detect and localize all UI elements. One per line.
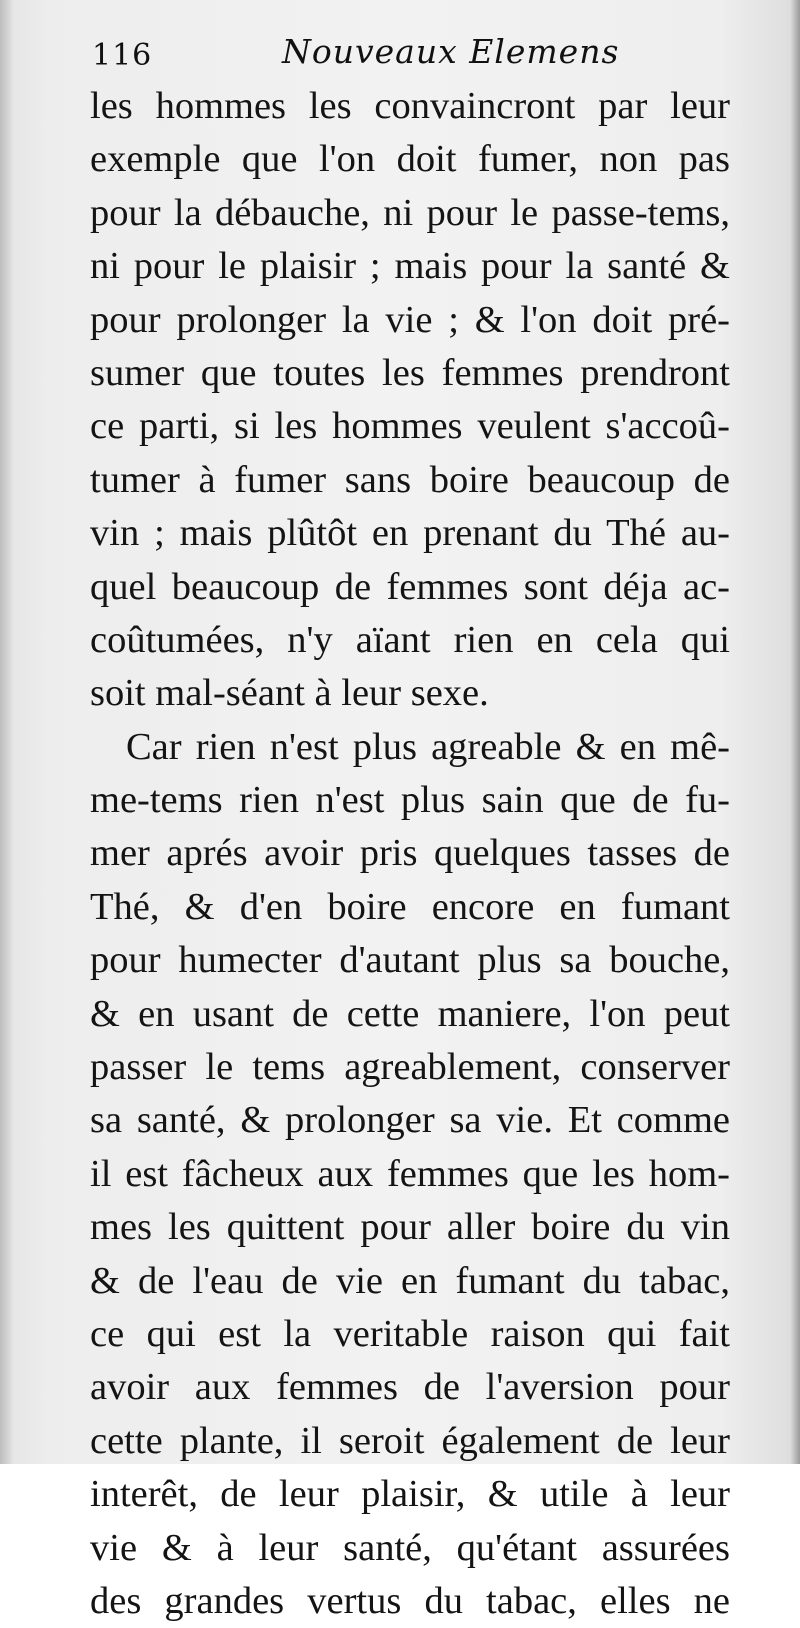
text-line: tumer à fumer sans boire beaucoup de [90, 458, 730, 501]
text-line: vie & à leur santé, qu'étant assurées [90, 1526, 730, 1569]
text-line: ni pour le plaisir ; mais pour la santé & [90, 245, 730, 288]
text-line: ce qui est la veritable raison qui fait [90, 1312, 730, 1355]
text-line: cette plante, il seroit également de leur [90, 1419, 730, 1462]
running-title: Nouveaux Elemens [282, 32, 620, 71]
text-line: il est fâcheux aux femmes que les hom- [90, 1152, 730, 1195]
text-line: avoir aux femmes de l'aversion pour [90, 1366, 730, 1409]
text-line: ce parti, si les hommes veulent s'accoû- [90, 405, 730, 448]
text-line: interêt, de leur plaisir, & utile à leur [90, 1473, 730, 1516]
text-line: des grandes vertus du tabac, elles ne [90, 1579, 730, 1622]
text-line: vin ; mais plûtôt en prenant du Thé au- [90, 512, 730, 555]
text-line: Thé, & d'en boire encore en fumant [90, 885, 730, 928]
paragraph-2 [90, 721, 730, 1628]
text-line: mer aprés avoir pris quelques tasses de [90, 832, 730, 875]
paragraph-1 [90, 80, 730, 721]
body-text [90, 80, 730, 1628]
text-line: passer le tems agreablement, conserver [90, 1046, 730, 1089]
text-line: pour la débauche, ni pour le passe-tems, [90, 191, 730, 234]
gutter-shadow [0, 0, 14, 1464]
text-line: & de l'eau de vie en fumant du tabac, [90, 1259, 730, 1302]
running-head [92, 28, 732, 78]
text-line: sa santé, & prolonger sa vie. Et comme [90, 1099, 730, 1142]
text-line: quel beaucoup de femmes sont déja ac- [90, 565, 730, 608]
page-number: 116 [92, 38, 153, 73]
text-line: les hommes les convaincront par leur [90, 85, 730, 127]
text-line: mes les quittent pour aller boire du vin [90, 1206, 730, 1249]
text-line: exemple que l'on doit fumer, non pas [90, 138, 730, 181]
text-line: soit mal-séant à leur sexe. [90, 672, 489, 715]
page-edge-shadow [790, 0, 800, 1464]
text-line: & en usant de cette maniere, l'on peut [90, 992, 730, 1035]
text-line: me-tems rien n'est plus sain que de fu- [90, 779, 730, 822]
text-line: coûtumées, n'y aïant rien en cela qui [90, 618, 730, 661]
text-line: sumer que toutes les femmes prendront [90, 351, 730, 394]
text-line: Car rien n'est plus agreable & en mê- [126, 725, 730, 768]
text-line: pour humecter d'autant plus sa bouche, [90, 939, 730, 982]
text-line: pour prolonger la vie ; & l'on doit pré- [90, 298, 730, 341]
